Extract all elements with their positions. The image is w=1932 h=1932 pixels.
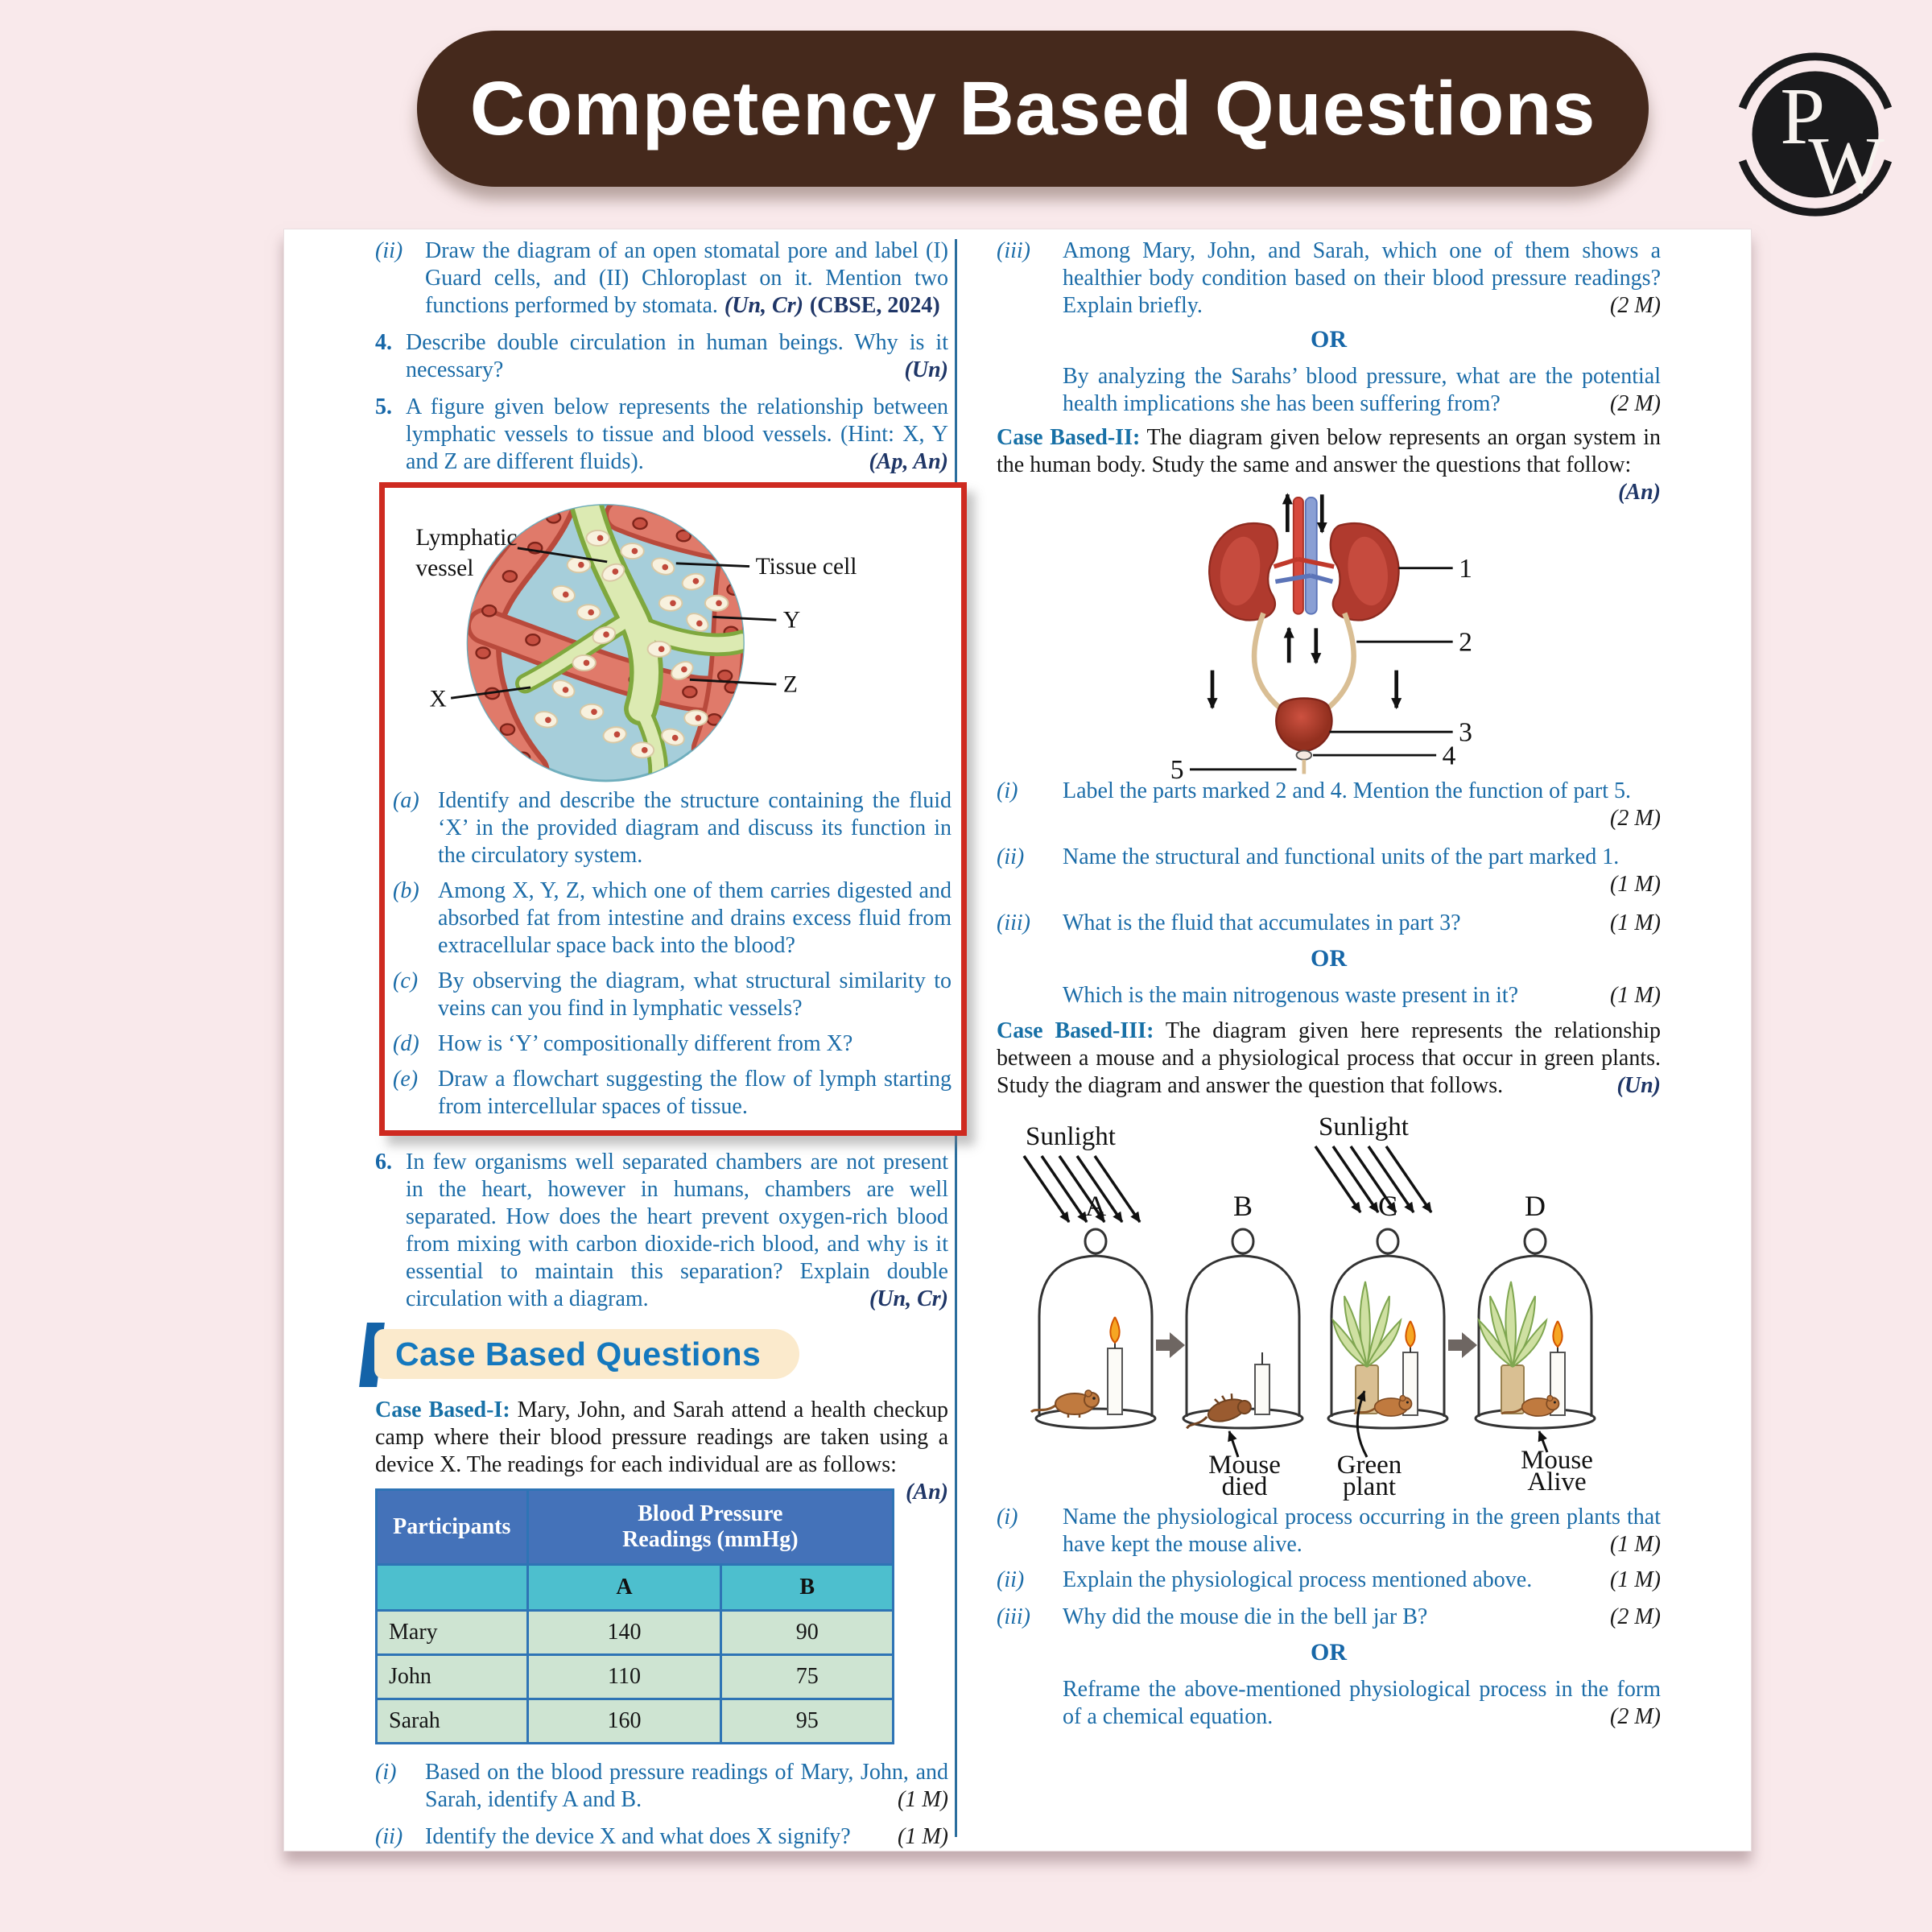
question-body: Explain the physiological process mentioned above. [1063, 1567, 1533, 1592]
case-lead: Case Based-II: [997, 425, 1141, 450]
case2-question-i [997, 778, 1661, 832]
green-plant [1479, 1282, 1546, 1414]
question-body: Which is the main nitrogenous waste present in it? [1063, 983, 1519, 1008]
label-tissue-cell: Tissue cell [755, 554, 857, 580]
aorta [1294, 497, 1303, 614]
sunlight-label-left: Sunlight [1026, 1122, 1116, 1151]
label-5: 5 [1170, 755, 1184, 786]
question-number: (e) [393, 1067, 419, 1092]
question-number: (a) [393, 788, 419, 813]
marks: (1 M) [898, 1824, 948, 1849]
question-number: (ii) [375, 238, 403, 263]
label-4: 4 [1442, 741, 1456, 771]
marks: (2 M) [1610, 1704, 1661, 1729]
question-body: Identify the device X and what does X signify? [425, 1824, 851, 1849]
question-text [425, 1759, 948, 1814]
question-text [1063, 844, 1661, 898]
page-banner [417, 31, 1649, 187]
question-number: (d) [393, 1031, 419, 1056]
question-text [1063, 778, 1661, 832]
table-row [377, 1611, 894, 1655]
participant-name: Sarah [377, 1699, 528, 1744]
reading-a: 110 [527, 1655, 721, 1699]
case-text: The diagram given below represents an organ system in the human body. Study the same and answer the questions that follow: [997, 425, 1662, 477]
marks: (2 M) [1610, 391, 1661, 416]
label-lymphatic-line2: vessel [415, 555, 474, 582]
table-header-row [377, 1490, 894, 1565]
jar-labels [1208, 1446, 1593, 1501]
header-line2: Readings (mmHg) [622, 1527, 799, 1552]
header-participants: Participants [377, 1490, 528, 1565]
sub-question-b [393, 877, 952, 960]
jar-letters [1085, 1190, 1546, 1222]
label-1: 1 [1459, 553, 1472, 584]
jar-letter-a: A [1085, 1190, 1106, 1222]
case-based-2-intro [997, 424, 1662, 505]
green-plant [1333, 1282, 1401, 1414]
bell-jar-c [1328, 1229, 1447, 1428]
question-number [997, 1676, 1063, 1731]
jar-letter-d: D [1525, 1190, 1546, 1222]
label-green-plant-1: Green [1336, 1451, 1402, 1480]
case2-question-or [997, 982, 1661, 1009]
reading-a: 140 [527, 1611, 721, 1655]
or-separator: OR [1311, 945, 1347, 972]
blood-pressure-table [375, 1488, 894, 1744]
marks: (1 M) [1610, 872, 1661, 897]
label-mouse-alive-1: Mouse [1521, 1446, 1593, 1475]
question-body: A figure given below represents the relationship between lymphatic vessels to tissue and blood vessels. (Hint: X, Y and Z are different fluids). [406, 394, 948, 474]
bloom-tag: (Ap, An) [869, 449, 948, 474]
question-body: Among Mary, John, and Sarah, which one of them shows a healthier body condition based on their blood pressure readings? Explain briefly. [1063, 238, 1661, 318]
case-lead: Case Based-I: [375, 1397, 510, 1422]
or-separator: OR [1311, 326, 1347, 353]
question-number: (ii) [997, 1567, 1025, 1592]
question-number [997, 363, 1063, 418]
marks: (2 M) [1610, 1604, 1661, 1629]
question-text: By observing the diagram, what structural similarity to veins can you find in lymphatic vessels? [438, 968, 952, 1021]
question-text [406, 329, 948, 384]
jar-letter-b: B [1232, 1190, 1253, 1222]
or-separator: OR [1311, 1639, 1347, 1666]
question-number: 6. [375, 1150, 392, 1174]
case2-question-ii [997, 844, 1661, 898]
question-text [425, 1823, 948, 1851]
pw-logo [1728, 47, 1903, 222]
question-5 [375, 394, 948, 476]
question-body: Describe double circulation in human beings. Why is it necessary? [406, 330, 948, 382]
arrow-a-to-b [1156, 1332, 1185, 1358]
question-text: Among X, Y, Z, which one of them carries digested and absorbed fat from intestine and drains excess fluid from extracellular space back into the blood? [438, 878, 952, 958]
question-number: (iii) [997, 910, 1030, 935]
question-text [1063, 1676, 1661, 1731]
question-text [1063, 1604, 1661, 1631]
marks: (1 M) [1610, 910, 1661, 935]
question-number: 4. [375, 330, 392, 355]
figure-question-box [379, 482, 967, 1136]
case1-question-i [375, 1759, 948, 1814]
question-number: (ii) [997, 844, 1025, 869]
question-text: Draw a flowchart suggesting the flow of lymph starting from intercellular spaces of tissue. [438, 1067, 952, 1119]
question-text [1063, 1504, 1661, 1558]
bell-jar-d [1476, 1229, 1595, 1428]
label-mouse-died-2: died [1221, 1472, 1268, 1501]
question-text [1063, 910, 1661, 937]
label-x: X [429, 686, 447, 712]
flow-arrows-mid [1212, 628, 1397, 708]
question-body: Reframe the above-mentioned physiological process in the form of a chemical equation. [1063, 1677, 1661, 1729]
table-row [377, 1655, 894, 1699]
question-text [1063, 982, 1661, 1009]
case-based-questions-badge [363, 1327, 948, 1381]
participant-name: John [377, 1655, 528, 1699]
question-number: (iii) [997, 1604, 1030, 1629]
ureter-left [1254, 613, 1282, 709]
bell-jar-b [1181, 1229, 1302, 1433]
sub-question-d [393, 1030, 952, 1058]
reading-b: 75 [721, 1655, 894, 1699]
renal-vessels [1274, 559, 1335, 582]
question-text: How is ‘Y’ compositionally different from X? [438, 1031, 853, 1056]
case1-question-iii [997, 237, 1661, 320]
badge-label: Case Based Questions [395, 1335, 762, 1373]
question-text [406, 1149, 948, 1313]
label-y: Y [782, 607, 801, 634]
content-card [283, 229, 1752, 1852]
question-2ii [375, 237, 948, 320]
marks: (2 M) [1610, 806, 1661, 831]
case3-question-i [997, 1504, 1661, 1558]
logo-letter-p: P [1780, 71, 1826, 161]
label-mouse-died-1: Mouse [1208, 1451, 1281, 1480]
question-text [1063, 237, 1661, 320]
jar-letter-c: C [1377, 1190, 1398, 1222]
question-body: By analyzing the Sarahs’ blood pressure, what are the potential health implications she has been suffering from? [1063, 364, 1661, 416]
bloom-tag: (Un) [904, 357, 948, 382]
question-4 [375, 329, 948, 384]
urinary-bladder [1276, 698, 1331, 751]
question-number: (iii) [997, 238, 1030, 263]
question-text [406, 394, 948, 476]
bloom-tag: (An) [906, 1480, 948, 1505]
table-subheader-row [377, 1565, 894, 1611]
header-bp-readings [527, 1490, 894, 1565]
case1-question-ii [375, 1823, 948, 1851]
question-body: Name the structural and functional units of the part marked 1. [1063, 844, 1620, 869]
arrow-c-to-d [1448, 1332, 1477, 1358]
page-title: Competency Based Questions [469, 65, 1596, 151]
vena-cava [1306, 497, 1317, 614]
question-number [997, 982, 1063, 1009]
case3-question-or [997, 1676, 1661, 1731]
header-line1: Blood Pressure [638, 1501, 783, 1526]
question-number: (i) [997, 1505, 1018, 1530]
candle-lit [1108, 1317, 1122, 1414]
cbse-tag: (CBSE, 2024) [809, 293, 940, 318]
bloom-tag: (Un, Cr) [869, 1286, 948, 1311]
label-lymphatic-line1: Lymphatic [415, 524, 518, 551]
case3-question-iii [997, 1604, 1661, 1631]
label-z: Z [782, 671, 798, 698]
marks: (1 M) [1610, 983, 1661, 1008]
question-body: Name the physiological process occurring in the green plants that have kept the mouse alive. [1063, 1505, 1661, 1557]
bloom-tag: (An) [1618, 480, 1661, 505]
marks: (1 M) [1610, 1532, 1661, 1557]
label-mouse-alive-2: Alive [1527, 1468, 1587, 1496]
question-number: (b) [393, 878, 419, 903]
reading-b: 90 [721, 1611, 894, 1655]
marks: (1 M) [1610, 1567, 1661, 1592]
case-lead: Case Based-III: [997, 1018, 1154, 1043]
sunlight-rays-left [1024, 1156, 1140, 1222]
marks: (1 M) [898, 1787, 948, 1812]
label-green-plant-2: plant [1343, 1472, 1396, 1501]
sunlight-label-right: Sunlight [1319, 1113, 1409, 1141]
question-number: 5. [375, 394, 392, 419]
question-body: Label the parts marked 2 and 4. Mention the function of part 5. [1063, 778, 1632, 803]
question-body: Why did the mouse die in the bell jar B? [1063, 1604, 1428, 1629]
subheader-b: B [721, 1565, 894, 1611]
bloom-tag: (Un, Cr) [724, 293, 803, 318]
question-body: Based on the blood pressure readings of Mary, John, and Sarah, identify A and B. [425, 1760, 948, 1812]
logo-letter-w: W [1808, 120, 1885, 210]
sub-question-c [393, 968, 952, 1022]
left-column [375, 237, 952, 1860]
question-6 [375, 1149, 948, 1313]
table-row [377, 1699, 894, 1744]
sub-question-a [393, 787, 952, 869]
label-3: 3 [1459, 717, 1472, 748]
ureter-right [1327, 613, 1354, 709]
subheader-a: A [527, 1565, 721, 1611]
excretory-system-diagram [1100, 484, 1550, 786]
sunlight-rays-right [1315, 1146, 1431, 1212]
case-based-3-intro [997, 1018, 1661, 1100]
marks: (2 M) [1610, 293, 1661, 318]
question-body: Draw the diagram of an open stomatal pore and label (I) Guard cells, and (II) Chloroplast on it. Mention two functions performed by stomata. [425, 238, 948, 318]
bloom-tag: (Un) [1616, 1073, 1661, 1098]
question-text: Identify and describe the structure containing the fluid ‘X’ in the provided diagram and discuss its function in the circulatory system. [438, 788, 952, 868]
right-column [997, 237, 1661, 1740]
question-body: What is the fluid that accumulates in part 3? [1063, 910, 1461, 935]
question-text [425, 237, 948, 320]
bell-jar-a [1031, 1229, 1155, 1428]
bell-jar-experiment-diagram [1003, 1103, 1647, 1501]
case2-question-iii [997, 910, 1661, 937]
sphincter [1297, 751, 1312, 760]
candle-unlit [1255, 1352, 1269, 1414]
question-body: In few organisms well separated chambers are not present in the heart, however in humans, chambers are well separated. How does the heart prevent oxygen-rich blood from mixing with carbon dioxide-rich blood, and why is it essential to maintain this separation? Explain double circulation with a diagram. [406, 1150, 948, 1311]
case3-question-ii [997, 1567, 1661, 1594]
case-text: The diagram given here represents the relationship between a mouse and a physiological process that occur in green plants. Study the diagram and answer the question that follows. [997, 1018, 1661, 1098]
question-number: (ii) [375, 1824, 403, 1849]
reading-a: 160 [527, 1699, 721, 1744]
badge-pill [374, 1329, 799, 1379]
reading-b: 95 [721, 1699, 894, 1744]
sub-question-e [393, 1066, 952, 1121]
case1-question-or [997, 363, 1661, 418]
participant-name: Mary [377, 1611, 528, 1655]
subheader-empty [377, 1565, 528, 1611]
question-text [1063, 363, 1661, 418]
question-text [1063, 1567, 1661, 1594]
case-text: Mary, John, and Sarah attend a health checkup camp where their blood pressure readings are taken using a device X. The readings for each individual are as follows: [375, 1397, 949, 1477]
question-number: (c) [393, 968, 419, 993]
case-based-1-intro [375, 1397, 949, 1505]
label-2: 2 [1459, 627, 1472, 658]
question-number: (i) [997, 778, 1018, 803]
question-number: (i) [375, 1760, 397, 1785]
lymph-tissue-diagram [407, 496, 938, 781]
